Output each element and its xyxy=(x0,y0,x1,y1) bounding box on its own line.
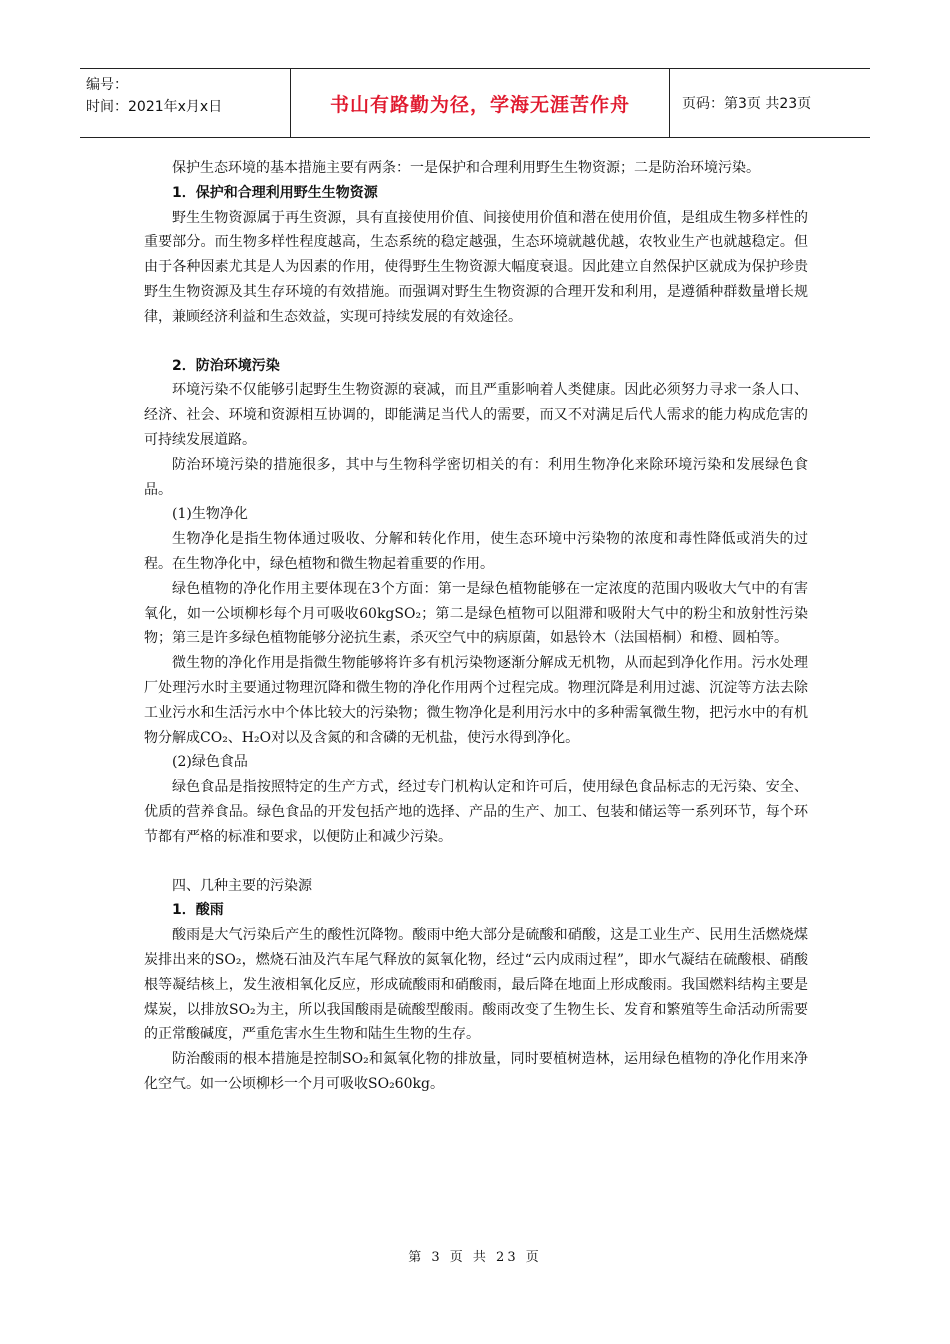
header-page-label: 页码：第3页 共23页 xyxy=(682,96,812,112)
number-label: 编号： xyxy=(86,77,128,93)
section-heading: 2．防治环境污染 xyxy=(172,357,280,374)
section-heading: 1．保护和合理利用野生生物资源 xyxy=(172,184,378,201)
header-motto: 书山有路勤为径，学海无涯苦作舟 xyxy=(291,69,670,137)
subsection-heading: (1)生物净化 xyxy=(172,506,248,523)
page-header xyxy=(80,68,870,138)
paragraph: 生物净化是指生物体通过吸收、分解和转化作用，使生态环境中污染物的浓度和毒性降低或消失的过程。在生物净化中，绿色植物和微生物起着重要的作用。 xyxy=(144,531,808,572)
paragraph: 绿色食品是指按照特定的生产方式，经过专门机构认定和许可后，使用绿色食品标志的无污染、安全、优质的营养食品。绿色食品的开发包括产地的选择、产品的生产、加工、包装和储运等一系列环节，每个环节都有严格的标准和要求，以便防止和减少污染。 xyxy=(144,779,808,845)
chapter-heading: 四、几种主要的污染源 xyxy=(172,877,312,894)
section-heading: 1．酸雨 xyxy=(172,902,224,919)
paragraph: 酸雨是大气污染后产生的酸性沉降物。酸雨中绝大部分是硫酸和硝酸，这是工业生产、民用生活燃烧煤炭排出来的SO₂，燃烧石油及汽车尾气释放的氮氧化物，经过“云内成雨过程”，即水气凝结在硫酸根、硝酸根等凝结核上，发生液相氧化反应，形成硫酸雨和硝酸雨，最后降在地面上形成酸雨。我国燃料结构主要是煤炭，以排放SO₂为主，所以我国酸雨是硫酸型酸雨。酸雨改变了生物生长、发育和繁殖等生命活动所需要的正常酸碱度，严重危害水生生物和陆生生物的生存。 xyxy=(144,927,808,1043)
spacer xyxy=(144,850,808,874)
subsection-heading: (2)绿色食品 xyxy=(172,754,248,771)
intro-paragraph: 保护生态环境的基本措施主要有两条：一是保护和合理利用野生生物资源；二是防治环境污染。 xyxy=(172,160,760,176)
paragraph: 防治酸雨的根本措施是控制SO₂和氮氧化物的排放量，同时要植树造林，运用绿色植物的净化作用来净化空气。如一公顷柳杉一个月可吸收SO₂60kg。 xyxy=(144,1051,808,1092)
date-label: 时间：2021年x月x日 xyxy=(86,99,223,115)
paragraph: 微生物的净化作用是指微生物能够将许多有机污染物逐渐分解成无机物，从而起到净化作用。污水处理厂处理污水时主要通过物理沉降和微生物的净化作用两个过程完成。物理沉降是利用过滤、沉淀等方法去除工业污水和生活污水中个体比较大的污染物；微生物净化是利用污水中的多种需氧微生物，把污水中的有机物分解成CO₂、H₂O对以及含氮的和含磷的无机盐，使污水得到净化。 xyxy=(144,655,808,746)
document-body xyxy=(144,156,808,1097)
paragraph: 绿色植物的净化作用主要体现在3个方面：第一是绿色植物能够在一定浓度的范围内吸收大气中的有害氧化，如一公顷柳杉每个月可吸收60kgSO₂；第二是绿色植物可以阻滞和吸附大气中的粉尘和放射性污染物；第三是许多绿色植物能够分泌抗生素，杀灭空气中的病原菌，如悬铃木（法国梧桐）和橙、圆柏等。 xyxy=(144,580,808,647)
paragraph: 防治环境污染的措施很多，其中与生物科学密切相关的有：利用生物净化来除环境污染和发展绿色食品。 xyxy=(144,456,808,498)
paragraph: 环境污染不仅能够引起野生生物资源的衰减，而且严重影响着人类健康。因此必须努力寻求一条人口、经济、社会、环境和资源相互协调的，即能满足当代人的需要，而又不对满足后代人需求的能力构成危害的可持续发展道路。 xyxy=(144,382,808,448)
paragraph: 野生生物资源属于再生资源，具有直接使用价值、间接使用价值和潜在使用价值，是组成生物多样性的重要部分。而生物多样性程度越高，生态系统的稳定越强，生态环境就越优越，农牧业生产也就越稳定。但由于各种因素尤其是人为因素的作用，使得野生生物资源大幅度衰退。因此建立自然保护区就成为保护珍贵野生生物资源及其生存环境的有效措施。而强调对野生生物资源的合理开发和利用，是遵循种群数量增长规律，兼顾经济利益和生态效益，实现可持续发展的有效途径。 xyxy=(144,209,808,325)
spacer xyxy=(144,330,808,354)
page-footer: 第 3 页 共 23 页 xyxy=(408,1250,542,1265)
header-meta xyxy=(80,69,291,137)
